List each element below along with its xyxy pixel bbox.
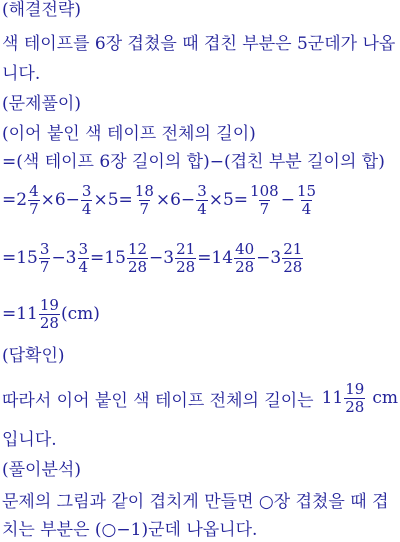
- eq1-fraction3: $\frac{18}{7}$: [134, 181, 154, 218]
- eq3-fraction: $\frac{19}{28}$: [39, 295, 59, 332]
- eq2-fraction3: $\frac{12}{28}$: [127, 239, 148, 276]
- eq1-fraction2: $\frac{3}{4}$: [81, 181, 92, 218]
- eq3-term1: =11: [2, 304, 38, 324]
- problem-line-1: (이어 붙인 색 테이프 전체의 길이): [2, 124, 256, 144]
- analysis-line-2: 치는 부분은 (○−1)군데 나옵니다.: [2, 520, 258, 540]
- answer-line-2: 입니다.: [2, 430, 57, 450]
- eq3-unit: (cm): [60, 304, 100, 324]
- eq1-term1: =2: [2, 190, 28, 210]
- heading-answer: (답확인): [2, 346, 65, 366]
- eq2-fraction1: $\frac{3}{7}$: [39, 239, 50, 276]
- strategy-line-2: 니다.: [2, 64, 41, 84]
- eq2-fraction6: $\frac{21}{28}$: [283, 239, 303, 276]
- eq2-term2: −3: [51, 248, 77, 268]
- problem-line-2: =(색 테이프 6장 길이의 합)−(겹친 부분 길이의 합): [2, 152, 385, 172]
- answer-fraction: $\frac{19}{28}$: [345, 379, 365, 416]
- eq2-fraction4: $\frac{21}{28}$: [176, 239, 196, 276]
- eq1-fraction6: $\frac{15}{4}$: [296, 181, 317, 218]
- strategy-line-1: 색 테이프를 6장 겹쳤을 때 겹친 부분은 5군데가 나옵: [2, 34, 396, 54]
- heading-problem: (문제풀이): [2, 94, 81, 114]
- eq2-term5: =14: [197, 248, 234, 268]
- answer-unit: cm: [372, 388, 398, 408]
- eq2-fraction5: $\frac{40}{28}$: [235, 239, 255, 276]
- eq2-term1: =15: [2, 248, 38, 268]
- answer-whole: 11: [321, 388, 344, 408]
- eq1-term5: ×5=: [208, 190, 249, 210]
- eq2-term3: =15: [90, 248, 126, 268]
- heading-analysis: (풀이분석): [2, 460, 81, 480]
- eq2-term6: −3: [256, 248, 282, 268]
- heading-strategy: (해결전략): [2, 0, 81, 20]
- equation-line-1: [2, 180, 318, 220]
- equation-line-3: [2, 294, 100, 334]
- answer-line-1: [2, 378, 398, 418]
- analysis-line-1: 문제의 그림과 같이 겹치게 만들면 ○장 겹쳤을 때 겹: [2, 492, 389, 512]
- eq1-term3: ×5=: [93, 190, 133, 210]
- answer-value: [322, 381, 398, 416]
- eq1-term4: ×6−: [155, 190, 196, 210]
- equation-line-2: [2, 238, 304, 278]
- eq1-fraction5: $\frac{108}{7}$: [250, 181, 279, 218]
- eq2-term4: −3: [149, 248, 175, 268]
- eq2-fraction2: $\frac{3}{4}$: [78, 239, 89, 276]
- eq1-fraction1: $\frac{4}{7}$: [29, 181, 39, 218]
- eq1-term2: ×6−: [40, 190, 80, 210]
- eq1-fraction4: $\frac{3}{4}$: [197, 181, 207, 218]
- eq1-term6: −: [280, 190, 295, 210]
- answer-text: 따라서 이어 붙인 색 테이프 전체의 길이는: [2, 390, 314, 411]
